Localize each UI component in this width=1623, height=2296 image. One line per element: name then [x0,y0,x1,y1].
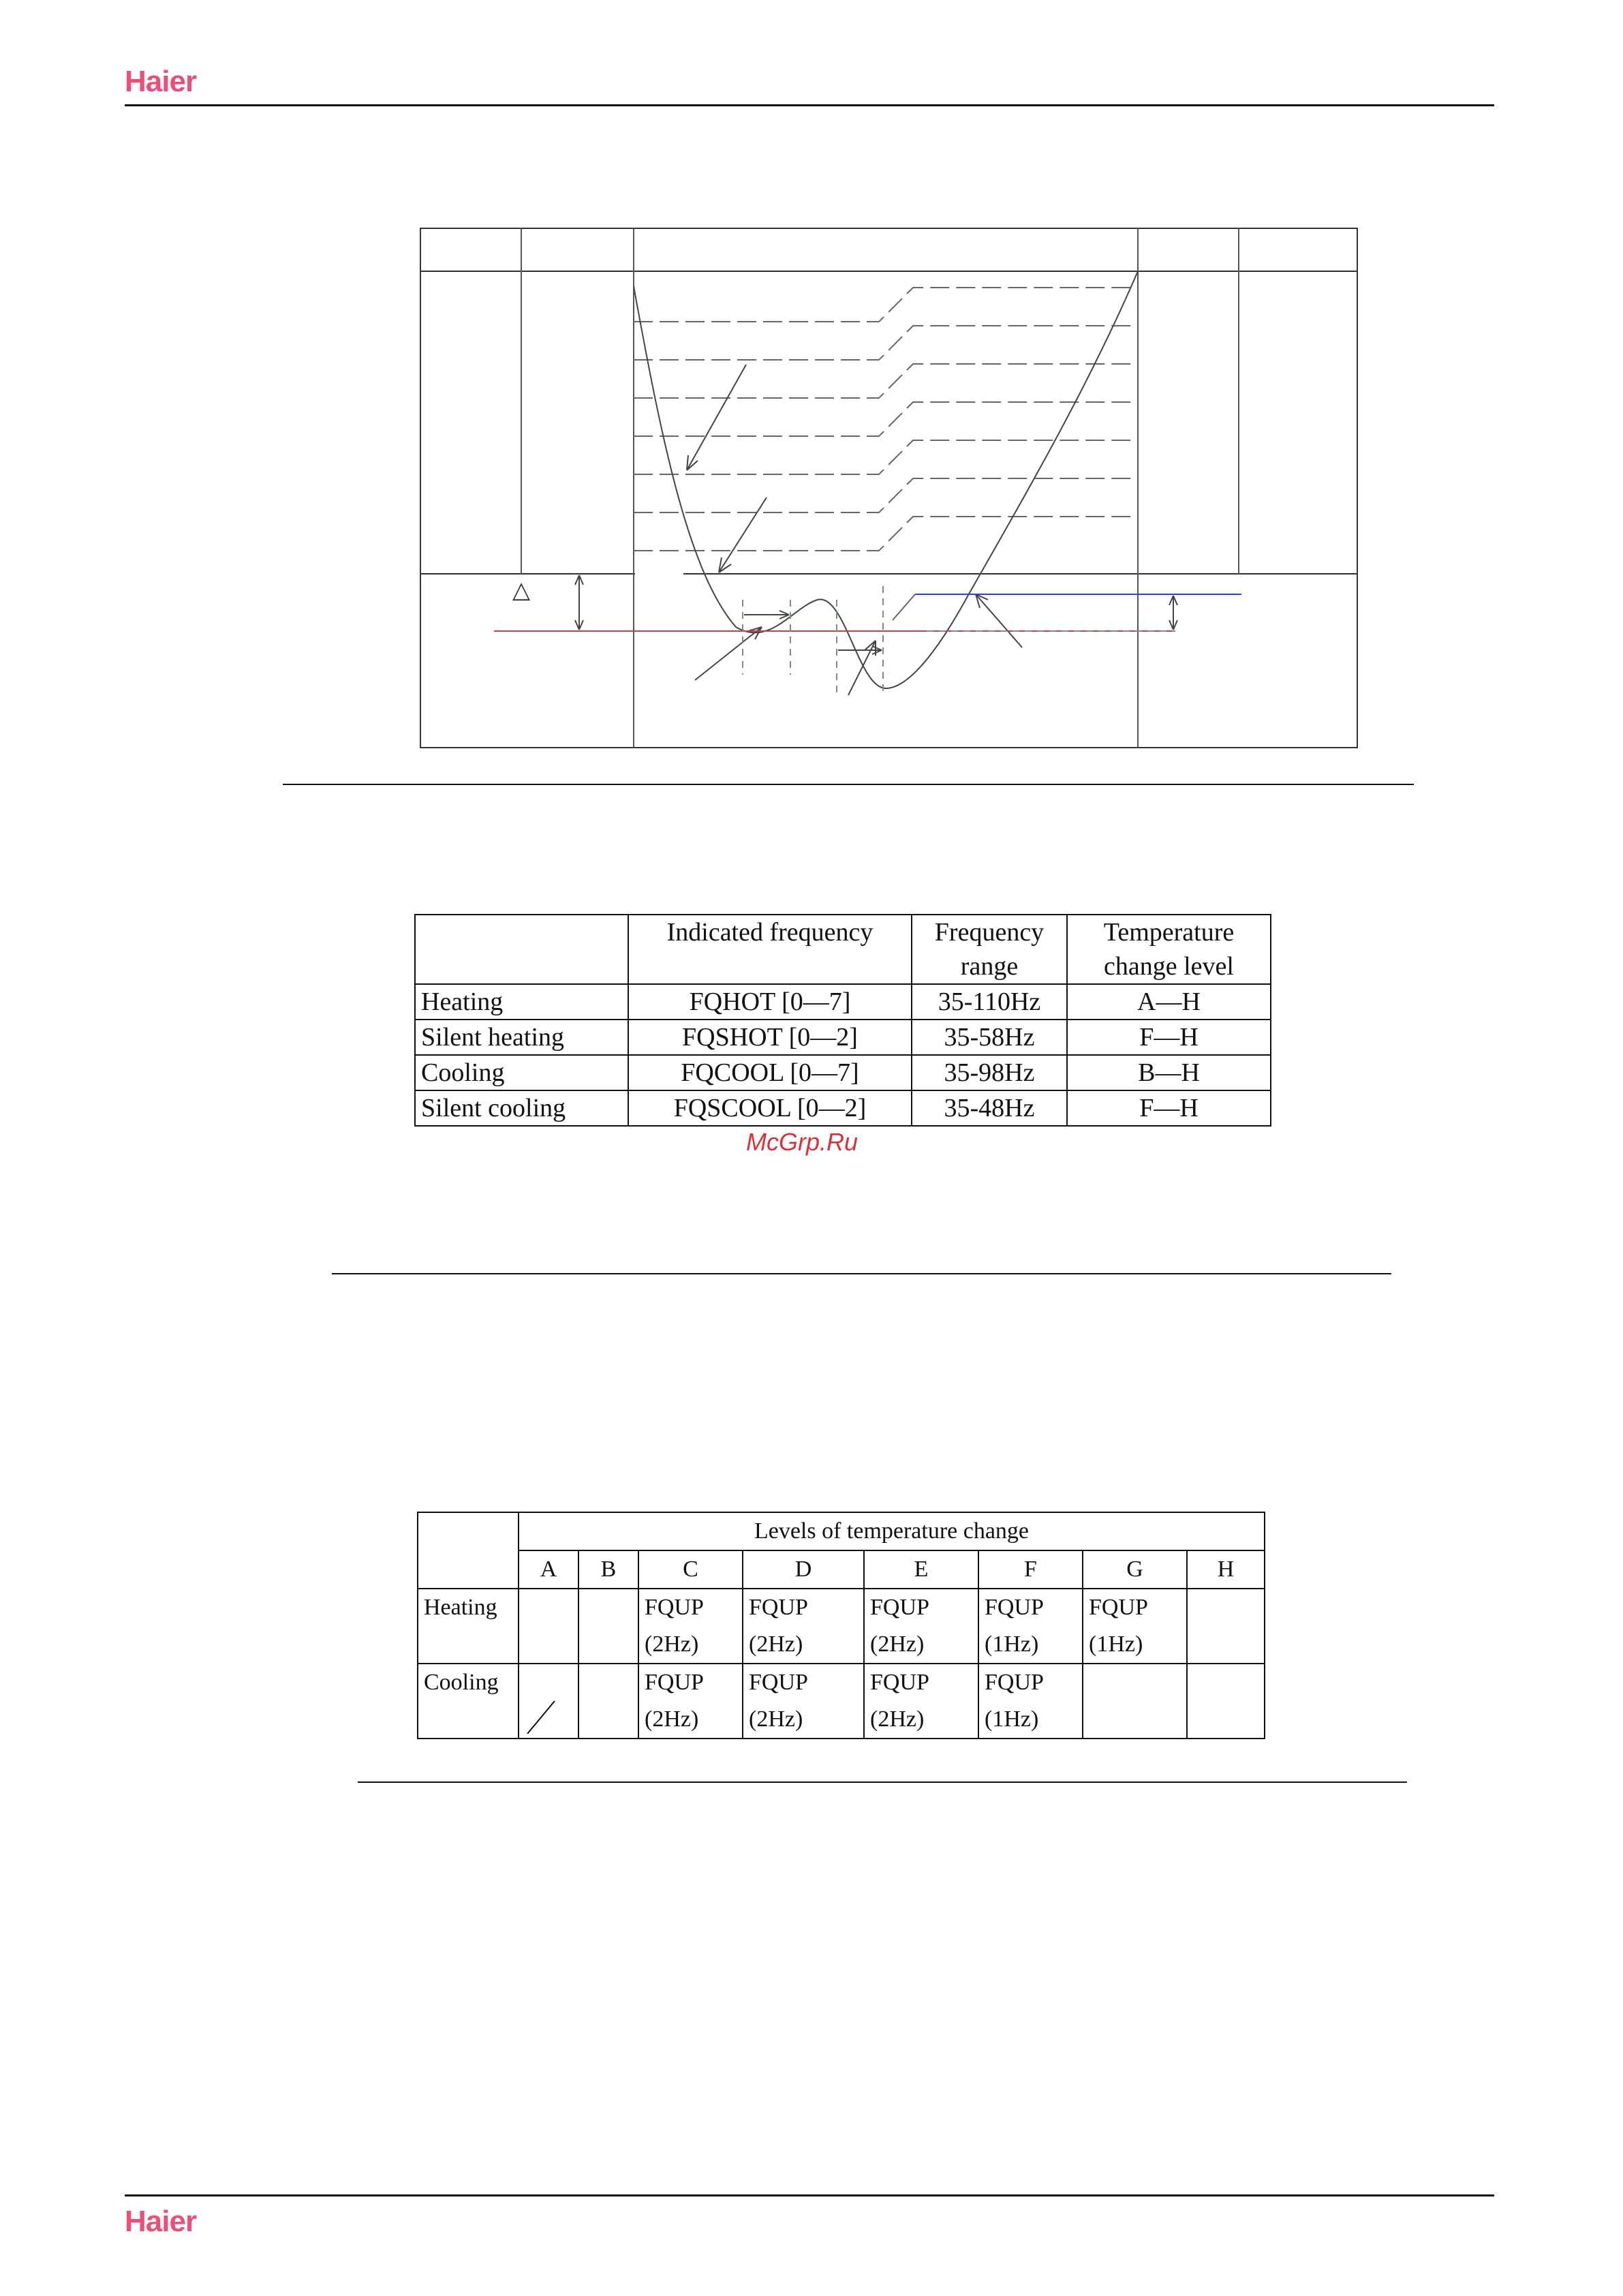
table-cell: 35-58Hz [912,1020,1067,1055]
arrow-3 [695,627,762,680]
frequency-table [414,914,1271,1127]
table-cell: 35-110Hz [912,984,1067,1020]
table-cell: FQUP (2Hz) [743,1664,864,1739]
level-header: A [519,1550,578,1589]
delta-height-marker-left [575,575,583,630]
table-cell: FQUP (1Hz) [978,1664,1083,1739]
footer-rule [125,2194,1494,2196]
level-header: E [864,1550,978,1589]
level-header: D [743,1550,864,1589]
delta-symbol: △ [512,578,531,603]
interval-markers [743,586,1175,695]
header-cell [415,915,628,984]
header-cell: Frequency range [912,915,1067,984]
arrow-1 [687,365,746,470]
arrow-1-head [687,455,698,470]
table-cell: FQUP (2Hz) [743,1589,864,1664]
level-header: G [1083,1550,1187,1589]
table-cell: Silent cooling [415,1090,628,1126]
header-cell: Temperature change level [1067,915,1271,984]
corner-cell [418,1512,519,1589]
table-cell: FQUP (2Hz) [638,1589,743,1664]
header-logo: Haier [125,65,197,98]
slash-mark [523,1696,564,1736]
table-cell [1083,1664,1187,1739]
step-line-5 [634,440,1138,474]
table-cell: A—H [1067,984,1271,1020]
table-cell: F—H [1067,1090,1271,1126]
table-cell: FQSHOT [0—2] [628,1020,912,1055]
setpoint-ramp [893,594,915,620]
temperature-curve [634,271,1138,688]
level-header: B [578,1550,638,1589]
footer-logo: Haier [125,2205,197,2238]
arrow-5 [976,594,1022,647]
table-cell: F—H [1067,1020,1271,1055]
pointer-arrows [687,365,1022,695]
table-row [418,1512,1265,1550]
table-cell: FQUP (1Hz) [1083,1589,1187,1664]
levels-title: Levels of temperature change [519,1512,1265,1550]
table-row [418,1589,1265,1664]
table-cell: 35-48Hz [912,1090,1067,1126]
step-line-6 [634,478,1138,512]
row-label: Heating [418,1589,519,1664]
table-cell: FQUP (2Hz) [864,1589,978,1664]
watermark: McGrp.Ru [746,1128,859,1156]
step-line-1 [634,288,1138,322]
table-row [418,1550,1265,1589]
delta-height-marker-right [1169,596,1177,630]
table-cell: FQHOT [0—7] [628,984,912,1020]
section-rule-3 [358,1781,1407,1783]
table-row [415,1055,1271,1090]
table-row [415,915,1271,984]
table-cell: FQCOOL [0—7] [628,1055,912,1090]
frequency-control-diagram [0,0,1623,763]
interval-arrows [744,611,882,654]
table-cell: Cooling [415,1055,628,1090]
table-cell: 35-98Hz [912,1055,1067,1090]
table-cell [1187,1589,1265,1664]
level-header: H [1187,1550,1265,1589]
table-cell: FQSCOOL [0—2] [628,1090,912,1126]
table-cell: FQUP (1Hz) [978,1589,1083,1664]
table-row [415,1020,1271,1055]
diagram-frame [420,228,1357,748]
table-cell: FQUP (2Hz) [638,1664,743,1739]
table-cell [1187,1664,1265,1739]
level-header: C [638,1550,743,1589]
table-cell: B—H [1067,1055,1271,1090]
frequency-step-lines [634,288,1138,551]
table-row [418,1664,1265,1739]
step-line-3 [634,364,1138,398]
levels-table [417,1512,1265,1739]
arrow-4 [848,641,876,695]
table-cell [578,1664,638,1739]
table-cell: Heating [415,984,628,1020]
table-cell: Silent heating [415,1020,628,1055]
table-cell [578,1589,638,1664]
table-cell [519,1589,578,1664]
step-line-2 [634,326,1138,360]
level-header: F [978,1550,1083,1589]
table-cell [519,1664,578,1739]
row-label: Cooling [418,1664,519,1739]
section-rule-2 [332,1273,1391,1274]
table-cell: FQUP (2Hz) [864,1664,978,1739]
arrow-2 [719,498,767,572]
table-row [415,984,1271,1020]
section-rule-1 [283,784,1414,785]
header-cell: Indicated frequency [628,915,912,984]
step-line-7 [634,517,1138,551]
table-row [415,1090,1271,1126]
